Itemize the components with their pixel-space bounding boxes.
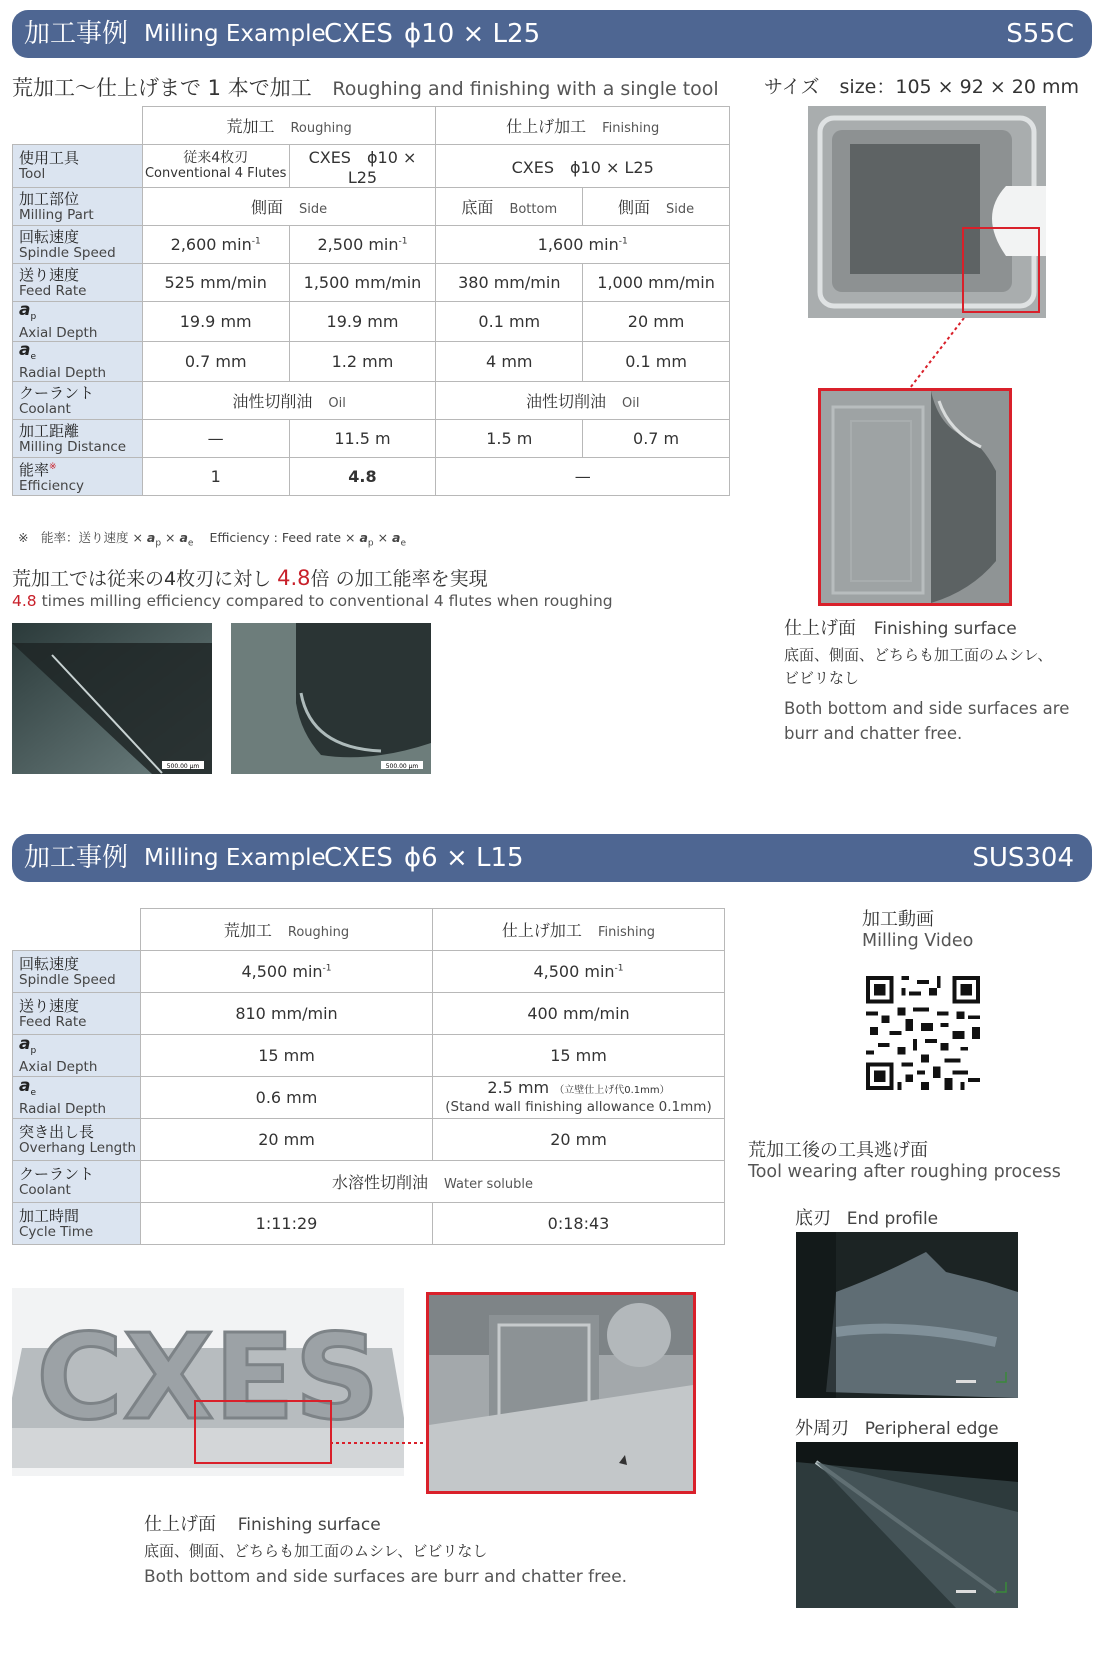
tool-wearing-jp: 荒加工後の工具逃げ面 bbox=[748, 1140, 928, 1161]
section1-band-material: S55C bbox=[1006, 19, 1074, 49]
milling-video-en: Milling Video bbox=[862, 931, 974, 951]
end-profile-jp: 底刃 bbox=[795, 1208, 831, 1229]
cell-distance-cxes: 11.5 m bbox=[289, 420, 436, 458]
table-row bbox=[13, 1035, 725, 1077]
table-row bbox=[13, 342, 730, 382]
cell-speed-conv: 2,600 $\min^{-1}$ bbox=[142, 226, 289, 264]
zoom-connector-line bbox=[908, 318, 968, 390]
table-row bbox=[13, 382, 730, 420]
section1-band-en: Milling Example bbox=[144, 21, 326, 47]
cell-ae-finish: 2.5 mm （立壁仕上げ代0.1mm） (Stand wall finishing allowance 0.1mm) bbox=[433, 1077, 725, 1119]
size-label-jp: サイズ bbox=[764, 76, 820, 98]
section1-size-label bbox=[764, 72, 1079, 99]
cell-feed-side: 1,000 mm/min bbox=[583, 264, 730, 302]
finish-caption-en-line2: burr and chatter free. bbox=[784, 724, 963, 743]
zoom-connector-line-2 bbox=[330, 1440, 426, 1446]
cell-distance-side: 0.7 m bbox=[583, 420, 730, 458]
finish-caption2-jp-line: 底面、側面、どちらも加工面のムシレ、ビビリなし bbox=[144, 1542, 488, 1560]
cell-efficiency-conv: 1 bbox=[142, 458, 289, 496]
table-row bbox=[13, 420, 730, 458]
col-header-finishing: 仕上げ加工 Finishing bbox=[433, 909, 725, 951]
finish-caption2-jp-title: 仕上げ面 bbox=[144, 1514, 216, 1535]
efficiency-highlight-en: 4.8 times milling efficiency compared to conventional 4 flutes when roughing bbox=[12, 592, 613, 610]
table-row bbox=[13, 264, 730, 302]
milling-video-label bbox=[862, 905, 973, 951]
cell-overhang-rough: 20 mm bbox=[141, 1119, 433, 1161]
section1-band-model: CXES bbox=[324, 19, 393, 49]
section2-band-jp: 加工事例 bbox=[24, 843, 129, 873]
table-row bbox=[13, 302, 730, 342]
section1-finish-caption bbox=[784, 614, 1094, 746]
col-header-finishing: 仕上げ加工 Finishing bbox=[436, 107, 730, 145]
row-header-feed-rate: 送り速度 Feed Rate bbox=[13, 264, 143, 302]
table-row bbox=[13, 951, 725, 993]
cell-distance-bottom: 1.5 m bbox=[436, 420, 583, 458]
cell-ae-bottom: 4 mm bbox=[436, 342, 583, 382]
table-row bbox=[13, 145, 730, 188]
cell-part-rough: 側面 Side bbox=[142, 188, 436, 226]
efficiency-footnote: ※ 能率：送り速度 × $a_p \times a_e$ Efficiency : Feed rate × $a_p \times a_e$ bbox=[18, 530, 406, 549]
cell-overhang-finish: 20 mm bbox=[433, 1119, 725, 1161]
section1-heading-jp: 荒加工〜仕上げまで 1 本で加工 bbox=[12, 76, 312, 100]
cell-coolant: 水溶性切削油 Water soluble bbox=[141, 1161, 725, 1203]
cell-speed-finish: 1,600 $\min^{-1}$ bbox=[436, 226, 730, 264]
cell-ae-cxes: 1.2 mm bbox=[289, 342, 436, 382]
cell-feed-rough: 810 mm/min bbox=[141, 993, 433, 1035]
cxes-logo-text: CXES bbox=[36, 1308, 380, 1446]
section1-band-size: ϕ10 × L25 bbox=[404, 19, 541, 49]
table-row bbox=[13, 1119, 725, 1161]
tool-wearing-en: Tool wearing after roughing process bbox=[748, 1162, 1061, 1182]
table-row bbox=[13, 1161, 725, 1203]
table-row bbox=[13, 226, 730, 264]
cxes-workpiece-photo bbox=[12, 1288, 404, 1476]
cell-cxes-finish-tool: CXES ϕ10 × L25 bbox=[436, 145, 730, 188]
cell-conventional-tool: 従来4枚刃 Conventional 4 Flutes bbox=[142, 145, 289, 188]
row-header-efficiency: 能率※ Efficiency bbox=[13, 458, 143, 496]
cell-ap-finish: 15 mm bbox=[433, 1035, 725, 1077]
scale-label-2: 500.00 μm bbox=[385, 763, 419, 770]
cell-feed-conv: 525 mm/min bbox=[142, 264, 289, 302]
finish-caption-jp-line1: 底面、側面、どちらも加工面のムシレ、 bbox=[784, 646, 1053, 664]
finish-caption-en-line1: Both bottom and side surfaces are bbox=[784, 699, 1070, 718]
scale-label-1: 500.00 μm bbox=[166, 763, 200, 770]
efficiency-highlight-jp: 荒加工では従来の4枚刃に対し 4.8倍 の加工能率を実現 bbox=[12, 566, 488, 590]
size-label-en: size：105 × 92 × 20 mm bbox=[839, 76, 1080, 98]
finish-caption2-en-line: Both bottom and side surfaces are burr and chatter free. bbox=[144, 1567, 628, 1587]
section2-header-band bbox=[12, 834, 1092, 882]
rough-surface-photo-1 bbox=[12, 623, 212, 774]
cell-speed-rough: 4,500 $\min^{-1}$ bbox=[141, 951, 433, 993]
section2-band-en: Milling Example bbox=[144, 845, 326, 871]
section2-finish-caption bbox=[144, 1510, 784, 1587]
row-header-axial-depth: $a_p$ Axial Depth bbox=[13, 1035, 141, 1077]
peripheral-edge-jp: 外周刃 bbox=[795, 1418, 849, 1439]
section1-spec-table bbox=[12, 106, 730, 496]
finish-caption-jp-line2: ビビリなし bbox=[784, 669, 860, 687]
cell-speed-finish: 4,500 $\min^{-1}$ bbox=[433, 951, 725, 993]
section2-band-material: SUS304 bbox=[972, 843, 1074, 873]
col-header-roughing: 荒加工 Roughing bbox=[142, 107, 436, 145]
table-row bbox=[13, 107, 730, 145]
row-header-axial-depth: $a_p$ Axial Depth bbox=[13, 302, 143, 342]
cell-cycle-finish: 0:18:43 bbox=[433, 1203, 725, 1245]
table-corner bbox=[13, 909, 141, 951]
finishing-surface-zoom-photo bbox=[818, 388, 1012, 606]
cell-part-side: 側面 Side bbox=[583, 188, 730, 226]
rough-surface-photo-2 bbox=[231, 623, 431, 774]
cell-ap-cxes: 19.9 mm bbox=[289, 302, 436, 342]
row-header-milling-distance: 加工距離 Milling Distance bbox=[13, 420, 143, 458]
table-row bbox=[13, 993, 725, 1035]
cell-cxes-rough-tool: CXES ϕ10 × L25 bbox=[289, 145, 436, 188]
section1-band-jp: 加工事例 bbox=[24, 19, 129, 49]
table-row bbox=[13, 458, 730, 496]
qr-code[interactable] bbox=[866, 976, 980, 1090]
finish-caption2-en-title: Finishing surface bbox=[237, 1515, 381, 1535]
section1-heading bbox=[12, 72, 719, 102]
row-header-radial-depth: $a_e$ Radial Depth bbox=[13, 342, 143, 382]
section1-heading-en: Roughing and finishing with a single tool bbox=[332, 78, 719, 100]
cell-efficiency-cxes: 4.8 bbox=[289, 458, 436, 496]
cell-ae-conv: 0.7 mm bbox=[142, 342, 289, 382]
cell-cycle-rough: 1:11:29 bbox=[141, 1203, 433, 1245]
end-profile-label bbox=[795, 1204, 938, 1230]
row-header-tool: 使用工具 Tool bbox=[13, 145, 143, 188]
row-header-feed-rate: 送り速度 Feed Rate bbox=[13, 993, 141, 1035]
cxes-zoom-photo bbox=[426, 1292, 696, 1494]
workpiece-overview-photo bbox=[808, 106, 1046, 318]
cell-feed-cxes: 1,500 mm/min bbox=[289, 264, 436, 302]
section2-spec-table bbox=[12, 908, 725, 1245]
cell-distance-conv: — bbox=[142, 420, 289, 458]
finish-caption-en-title: Finishing surface bbox=[873, 619, 1017, 639]
cell-part-bottom: 底面 Bottom bbox=[436, 188, 583, 226]
table-row bbox=[13, 909, 725, 951]
table-row bbox=[13, 188, 730, 226]
peripheral-edge-label bbox=[795, 1414, 999, 1440]
end-profile-en: End profile bbox=[846, 1209, 939, 1229]
row-header-radial-depth: $a_e$ Radial Depth bbox=[13, 1077, 141, 1119]
cell-ae-side: 0.1 mm bbox=[583, 342, 730, 382]
cell-efficiency-finish: — bbox=[436, 458, 730, 496]
row-header-overhang-length: 突き出し長 Overhang Length bbox=[13, 1119, 141, 1161]
cell-ap-rough: 15 mm bbox=[141, 1035, 433, 1077]
cell-coolant-rough: 油性切削油 Oil bbox=[142, 382, 436, 420]
section1-header-band bbox=[12, 10, 1092, 58]
table-row bbox=[13, 1203, 725, 1245]
section2-band-model: CXES bbox=[324, 843, 393, 873]
row-header-spindle-speed: 回転速度 Spindle Speed bbox=[13, 951, 141, 993]
table-corner bbox=[13, 107, 143, 145]
table-row bbox=[13, 1077, 725, 1119]
row-header-coolant: クーラント Coolant bbox=[13, 382, 143, 420]
row-header-milling-part: 加工部位 Milling Part bbox=[13, 188, 143, 226]
cell-ap-conv: 19.9 mm bbox=[142, 302, 289, 342]
cell-ap-bottom: 0.1 mm bbox=[436, 302, 583, 342]
row-header-coolant: クーラント Coolant bbox=[13, 1161, 141, 1203]
finish-caption-jp-title: 仕上げ面 bbox=[784, 618, 856, 639]
row-header-spindle-speed: 回転速度 Spindle Speed bbox=[13, 226, 143, 264]
section2-band-size: ϕ6 × L15 bbox=[404, 843, 524, 873]
cell-speed-cxes: 2,500 $\min^{-1}$ bbox=[289, 226, 436, 264]
peripheral-edge-photo bbox=[796, 1442, 1018, 1608]
row-header-cycle-time: 加工時間 Cycle Time bbox=[13, 1203, 141, 1245]
tool-wearing-label bbox=[748, 1136, 1061, 1182]
col-header-roughing: 荒加工 Roughing bbox=[141, 909, 433, 951]
cell-ae-rough: 0.6 mm bbox=[141, 1077, 433, 1119]
cell-feed-bottom: 380 mm/min bbox=[436, 264, 583, 302]
milling-video-jp: 加工動画 bbox=[862, 909, 934, 930]
cell-ap-side: 20 mm bbox=[583, 302, 730, 342]
cell-feed-finish: 400 mm/min bbox=[433, 993, 725, 1035]
end-profile-photo bbox=[796, 1232, 1018, 1398]
peripheral-edge-en: Peripheral edge bbox=[864, 1419, 999, 1439]
cell-coolant-finish: 油性切削油 Oil bbox=[436, 382, 730, 420]
